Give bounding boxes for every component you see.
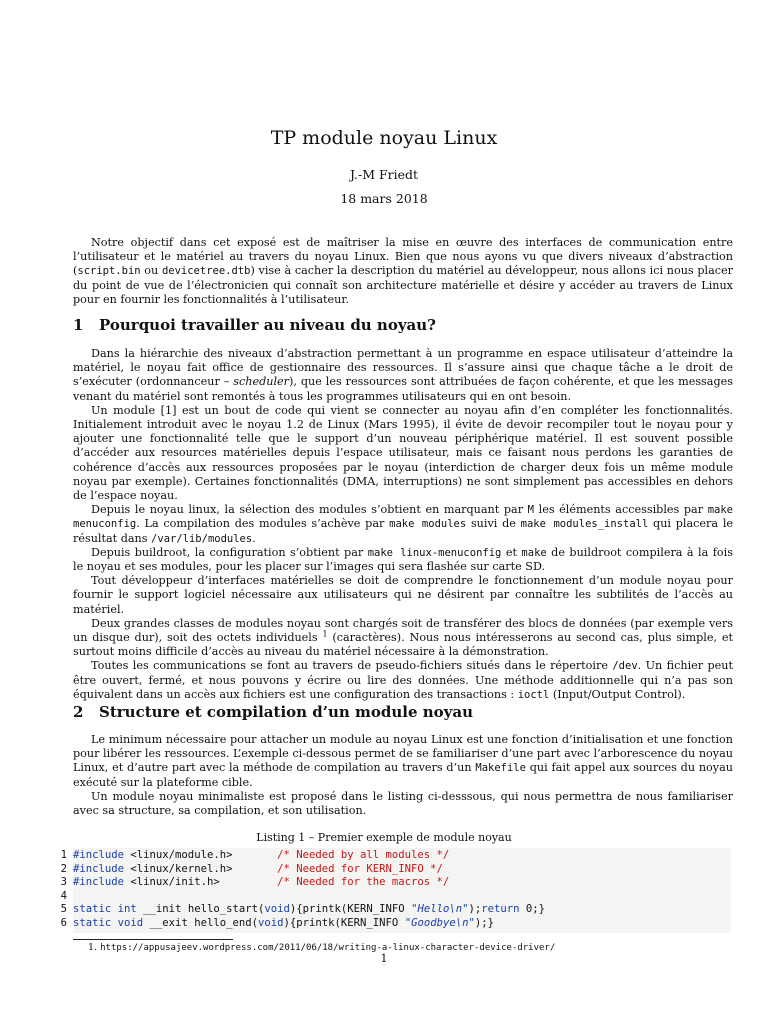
listing-caption: Listing 1 – Premier exemple de module noyau: [256, 831, 512, 844]
section-2-heading: 2 Structure et compilation d’un module noyau: [73, 703, 474, 721]
code-line: 1 #include <linux/module.h> /* Needed by all modules */: [60, 849, 450, 861]
paragraph: Deux grandes classes de modules noyau sont chargés soit de transférer des blocs de données (par exemple vers un disque dur), soit des octets individuels $^1$ (caractères). Nous nous intéresserons au second cas, plus simple, et surtout moins difficile d’accès au niveau du matériel nécessaire à la démonstration.: [73, 616, 733, 659]
section-2-body: [73, 733, 733, 818]
footnote-link[interactable]: https://appusajeev.wordpress.com/2011/06/18/writing-a-linux-character-device-driver/: [100, 943, 556, 953]
code-line: 2 #include <linux/kernel.h> /* Needed for KERN_INFO */: [60, 862, 443, 875]
paragraph: Depuis buildroot, la configuration s’obtient par make linux-menuconfig et make de buildroot compilera à la fois le noyau et ses modules, pour les placer sur l’images qui sera flashée sur carte SD.: [73, 545, 733, 574]
code-line: 6 static void __exit hello_end(void){printk(KERN_INFO "Goodbye\n");}: [60, 916, 494, 929]
paragraph: Depuis le noyau linux, la sélection des modules s’obtient en marquant par M les éléments accessibles par make menuconfig. La compilation des modules s’achève par make modules suivi de make modules_install qui placera le résultat dans /var/lib/modules.: [73, 503, 734, 545]
paragraph: Tout développeur d’interfaces matérielles se doit de comprendre le fonctionnement d’un module noyau pour fournir le support logiciel nécessaire aux utilisateurs qui ne désirent par connaître les subtilités de l’accès au matériel.: [73, 574, 733, 616]
page-number: 1: [380, 952, 388, 965]
document-title: TP module noyau Linux: [270, 127, 498, 149]
date: 18 mars 2018: [340, 191, 428, 206]
code-line: 4: [60, 889, 67, 902]
paragraph: Le minimum nécessaire pour attacher un module au noyau Linux est une fonction d’initialisation et une fonction pour libérer les ressources. L’exemple ci-dessous permet de se familiariser d’une part avec l’arborescence du noyau Linux, et d’autre part avec la méthode de compilation au travers d’un Makefile qui fait appel aux sources du noyau exécuté sur la plateforme cible.: [73, 733, 733, 789]
footnote-ref[interactable]: 1: [322, 629, 328, 639]
paragraph: Toutes les communications se font au travers de pseudo-fichiers situés dans le répertoire /dev. Un fichier peut être ouvert, fermé, et nous pouvons y écrire ou lire des données. Une méthode additionnelle qui n’a pas son équivalent dans un accès aux fichiers est une configuration des transactions : ioctl (Input/Output Control).: [73, 659, 733, 701]
code-line: 5 static int __init hello_start(void){printk(KERN_INFO "Hello\n");return 0;}: [60, 903, 546, 916]
abstract-paragraph: Notre objectif dans cet exposé est de maîtriser la mise en œuvre des interfaces de communication entre l’utilisateur et le matériel au travers du noyau Linux. Bien que nous ayons vu que divers niveaux d’abstraction (script.bin ou devicetree.dtb) vise à cacher la description du matériel au développeur, nous allons ici nous placer du point de vue de l’électronicien qui connaît son architecture matérielle et désire y accéder au travers de Linux pour en fournir les fonctionnalités à l’utilisateur.: [73, 236, 733, 306]
author: J.-M Friedt: [349, 167, 419, 182]
section-1-body: [73, 347, 733, 702]
footnote-rule: [73, 939, 233, 940]
section-1-heading: 1 Pourquoi travailler au niveau du noyau?: [73, 316, 436, 334]
paragraph: Dans la hiérarchie des niveaux d’abstraction permettant à un programme en espace utilisateur d’atteindre la matériel, le noyau fait office de gestionnaire des ressources. Il s’assure ainsi que chaque tâche a le droit de s’exécuter (ordonnanceur – scheduler), que les ressources sont attribuées de façon cohérente, et que les messages venant du matériel sont remontés à tous les programmes utilisateurs qui en ont besoin.: [73, 347, 733, 403]
paragraph: Un module [1] est un bout de code qui vient se connecter au noyau afin d’en compléter les fonctionnalités. Initialement introduit avec le noyau 1.2 de Linux (Mars 1995), il évite de devoir recompiler tout le noyau pour y ajouter une fonctionnalité telle que le support d’un nouveau périphérique matériel. Il est souvent possible d’accéder aux resources matérielles depuis l’espace utilisateur, mais ce faisant nous perdons les garanties de cohérence d’accès aux ressources proposées par le noyau (interdiction de charger deux fois un même module noyau par exemple). Certaines fonctionnalités (DMA, interruptions) ne sont simplement pas accessibles en dehors de l’espace noyau.: [73, 403, 733, 503]
code-line: 3 #include <linux/init.h> /* Needed for the macros */: [60, 876, 450, 889]
code-listing: [60, 848, 731, 933]
abstract: [73, 236, 733, 307]
footnote: 1. https://appusajeev.wordpress.com/2011/06/18/writing-a-linux-character-device-driver/: [88, 942, 556, 953]
paragraph: Un module noyau minimaliste est proposé dans le listing ci-desssous, qui nous permettra de nous familiariser avec sa structure, sa compilation, et son utilisation.: [73, 789, 733, 818]
